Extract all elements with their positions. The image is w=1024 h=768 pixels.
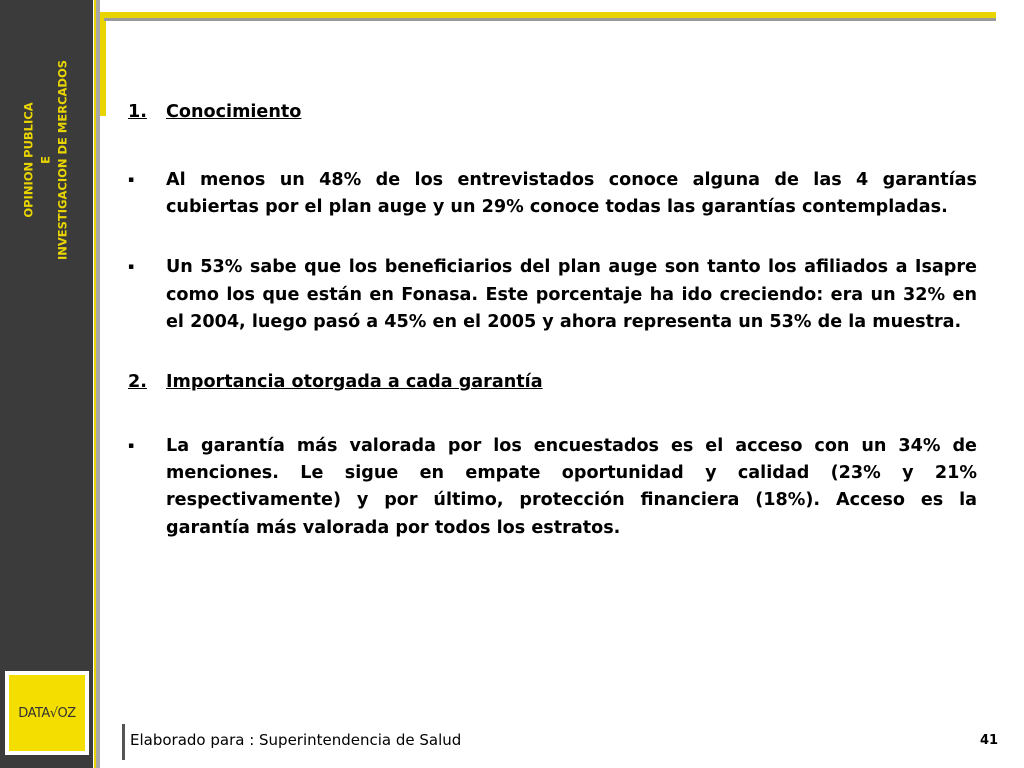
bullet-item [128, 433, 977, 542]
footer-divider [122, 724, 125, 760]
footer-credit: Elaborado para : Superintendencia de Salud [130, 731, 462, 749]
section-number: 2. [128, 372, 147, 393]
sidebar-line-2: E [38, 156, 53, 164]
page-number: 41 [980, 733, 999, 748]
sidebar [0, 0, 93, 768]
sidebar-vertical-title [21, 60, 72, 260]
bullet-icon: ▪ [128, 262, 135, 273]
section-title: Importancia otorgada a cada garantía [166, 372, 543, 393]
logo [5, 671, 89, 755]
bullet-icon: ▪ [128, 175, 135, 185]
logo-mark: DATA√OZ [9, 675, 85, 751]
bullet-text: Al menos un 48% de los entrevistados conoce alguna de las 4 garantías cubiertas por el plan auge y un 29% conoce todas las garantías contempladas. [166, 170, 977, 218]
section-heading-2 [128, 369, 977, 396]
top-rule-gray [104, 18, 996, 21]
bullet-item [128, 167, 977, 221]
section-number: 1. [128, 102, 147, 122]
section-heading-1 [128, 99, 977, 126]
bullet-icon: ▪ [128, 441, 135, 452]
slide-content [128, 99, 977, 542]
section-title: Conocimiento [166, 102, 302, 122]
sidebar-line-3: INVESTIGACION DE MERCADOS [55, 59, 70, 261]
bullet-item [128, 254, 977, 336]
bullet-text: La garantía más valorada por los encuestados es el acceso con un 34% de menciones. Le sigue en empate oportunidad y calidad (23% y 21% respectivamente) y por último, protección financiera (18%). Acceso es la garantía más valorada por todos los estratos. [166, 436, 977, 538]
corner-accent-vertical [100, 12, 106, 116]
sidebar-line-1: OPINION PUBLICA [21, 102, 36, 218]
bullet-text: Un 53% sabe que los beneficiarios del plan auge son tanto los afiliados a Isapre como los que están en Fonasa. Este porcentaje ha ido creciendo: era un 32% en el 2004, luego pasó a 45% en el 2005 y ahora representa un 53% de la muestra. [166, 257, 977, 332]
